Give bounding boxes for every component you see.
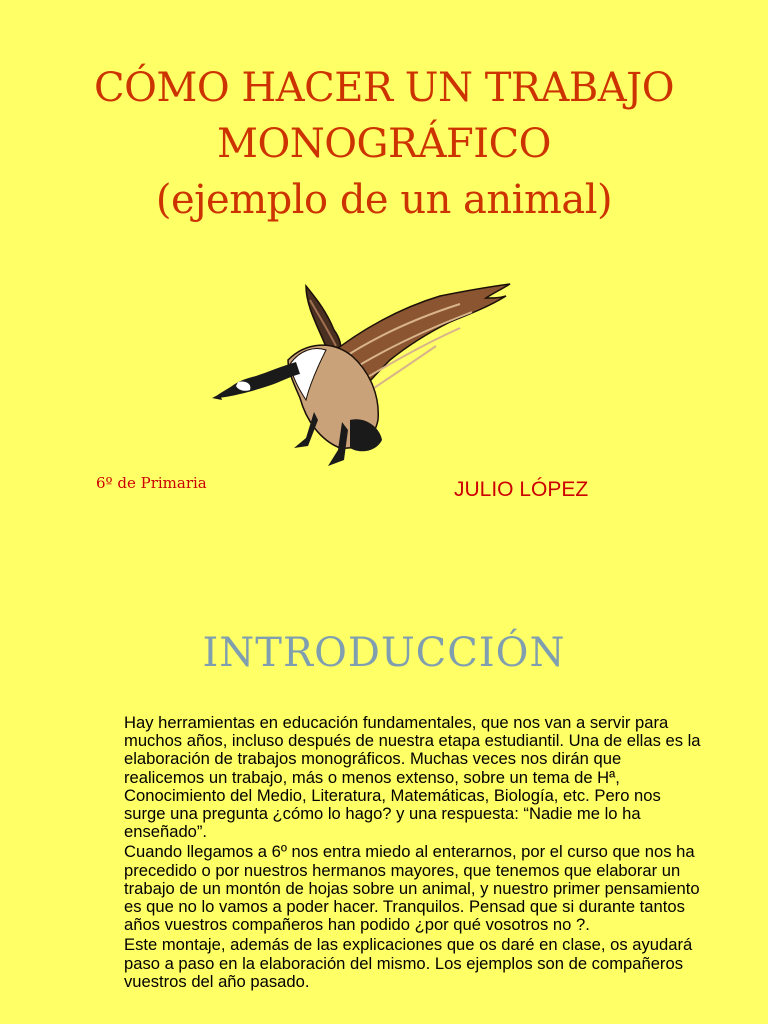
title-line-3: (ejemplo de un animal) (155, 177, 613, 223)
intro-heading: INTRODUCCIÓN (202, 630, 566, 676)
grade-label: 6º de Primaria (96, 474, 207, 492)
intro-paragraph-3: Este montaje, además de las explicaciones que os daré en clase, os ayudará paso a paso en la elaboración del mismo. Los ejemplos son de compañeros vuestros del año pasado. (124, 935, 693, 991)
goose-illustration (210, 280, 520, 470)
title-line-1: CÓMO HACER UN TRABAJO (94, 65, 674, 111)
slide-title (0, 60, 768, 228)
intro-paragraph-2: Cuando llegamos a 6º nos entra miedo al enterarnos, por el curso que nos ha precedido o por nuestros hermanos mayores, que tenemos que elaborar un trabajo de un montón de hojas sobre un animal, y nuestro primer pensamiento es que no lo vamos a poder hacer. Tranquilos. Pensad que si durante tantos años vuestros compañeros han podido ¿por qué vosotros no ?. (124, 842, 700, 935)
title-line-2: MONOGRÁFICO (217, 121, 551, 167)
intro-body (124, 714, 704, 993)
intro-paragraph-1: Hay herramientas en educación fundamentales, que nos van a servir para muchos años, incluso después de nuestra etapa estudiantil. Una de ellas es la elaboración de trabajos monográficos. Muchas veces nos dirán que realicemos un trabajo, más o menos extenso, sobre un tema de Hª, Conocimiento del Medio, Literatura, Matemáticas, Biología, etc. Pero nos surge una pregunta ¿cómo lo hago? y una respuesta: “Nadie me lo ha enseñado”. (124, 713, 701, 842)
intro-slide (0, 576, 768, 1024)
author-name: JULIO LÓPEZ (454, 478, 589, 501)
